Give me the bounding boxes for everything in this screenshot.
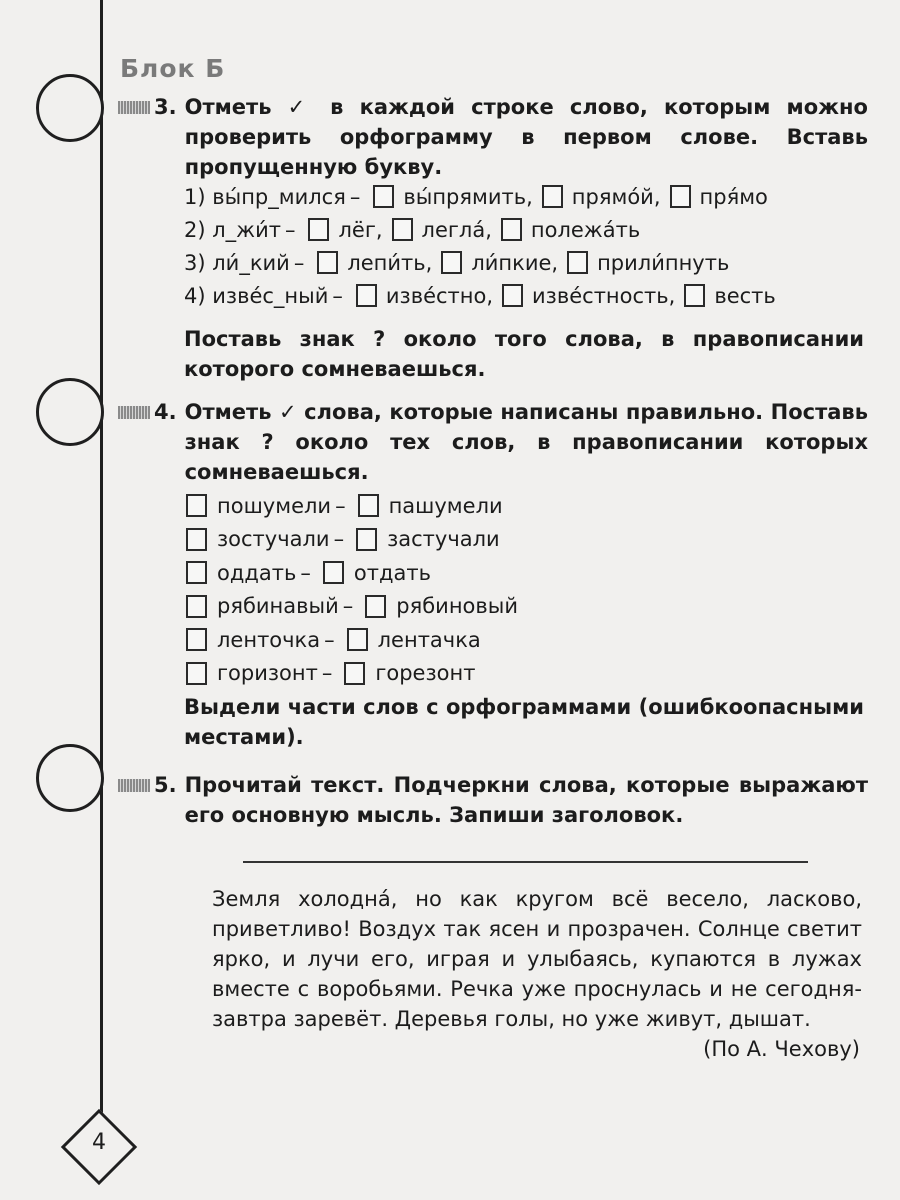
task-3-note: Поставь знак ? около того слова, в правописании которого сомневаешься. [184,327,864,381]
task-marker [118,101,150,114]
word-pair [186,657,686,691]
task-marker [118,779,150,792]
option-word: полежа́ть [530,217,641,242]
dash: – [293,250,305,275]
row-label: 1) [184,184,206,209]
word-pair [186,556,686,590]
task-3-row [184,213,874,246]
checkbox[interactable] [356,284,377,307]
pair-word: отдать [353,560,431,585]
checkbox[interactable] [502,284,523,307]
text-author: (По А. Чехову) [703,1037,860,1061]
task-marker [118,406,150,419]
pair-word: горезонт [375,661,476,686]
option-word: прили́пнуть [597,250,730,275]
checkbox[interactable] [670,185,691,208]
word-pair [186,489,686,523]
pair-word: пашумели [388,493,503,518]
checkbox[interactable] [542,185,563,208]
row-word: ли́_кий [212,250,290,275]
checkbox[interactable] [356,528,377,551]
dash: – [342,594,354,619]
dash: – [324,627,335,652]
row-word: вы́пр_мился [212,184,346,209]
dash: – [300,560,311,585]
task-4-pairs [186,489,686,690]
option-word: легла́, [421,217,492,242]
task-3-row [184,279,874,312]
word-pair [186,590,686,624]
option-word: изве́стность, [532,283,676,308]
checkbox[interactable] [317,251,338,274]
pair-word: пошумели [217,493,332,518]
checkbox[interactable] [186,528,207,551]
checkbox[interactable] [365,595,386,618]
dash: – [335,493,346,518]
row-word: л_жи́т [212,217,281,242]
row-label: 4) [184,283,206,308]
pair-word: оддать [217,560,297,585]
pair-word: зостучали [217,527,330,552]
task-4 [118,397,868,487]
dash: – [332,283,343,308]
pair-word: рябинавый [217,594,339,619]
checkbox[interactable] [186,494,207,517]
checkbox[interactable] [308,218,329,241]
option-word: изве́стно, [385,283,494,308]
checkbox[interactable] [186,662,207,685]
checkbox[interactable] [567,251,588,274]
dash: – [333,527,345,552]
option-word: вы́прямить, [403,184,533,209]
binder-hole-3 [36,744,104,812]
task-number: 5. [154,773,177,797]
option-word: пря́мо [699,184,768,209]
pair-word: рябиновый [396,594,519,619]
margin-line [100,0,103,1140]
dash: – [349,184,361,209]
option-word: ли́пкие, [471,250,559,275]
pair-word: застучали [387,527,500,552]
word-pair [186,523,686,557]
checkbox[interactable] [392,218,413,241]
task-instruction: Отметь ✓ слова, которые написаны правильно. Поставь знак ? около тех слов, в правописании которых сомневаешься. [184,400,868,484]
checkbox[interactable] [684,284,705,307]
task-instruction: Отметь ✓ в каждой строке слово, которым можно проверить орфограмму в первом слове. Вставь пропущенную букву. [184,95,868,179]
dash: – [284,217,296,242]
task-instruction: Прочитай текст. Подчеркни слова, которые выражают его основную мысль. Запиши заголовок. [184,773,868,827]
checkbox[interactable] [186,561,207,584]
task-3 [118,92,868,182]
checkbox[interactable] [441,251,462,274]
option-word: лепи́ть, [347,250,433,275]
reading-text: Земля холодна́, но как кругом всё весело, ласково, приветливо! Воздух так ясен и прозрачен. Солнце светит ярко, и лучи его, играя и улыбаясь, купаются в лужах вместе с воробьями. Речка уже проснулась и не сегодня-завтра заревёт. Деревья голы, но уже живут, дышат. [212,887,862,1031]
checkbox[interactable] [186,628,207,651]
title-answer-line[interactable] [243,861,808,863]
pair-word: лентачка [377,627,481,652]
task-number: 4. [154,400,177,424]
word-pair [186,623,686,657]
task-4-note: Выдели части слов с орфограммами (ошибкоопасными местами). [184,695,864,749]
checkbox[interactable] [501,218,522,241]
checkbox[interactable] [373,185,394,208]
binder-hole-2 [36,378,104,446]
checkbox[interactable] [344,662,365,685]
row-label: 3) [184,250,206,275]
binder-hole-1 [36,74,104,142]
pair-word: ленточка [217,627,321,652]
page-number: 4 [92,1130,106,1155]
task-5 [118,770,868,830]
checkbox[interactable] [347,628,368,651]
option-word: лёг, [338,217,383,242]
checkbox[interactable] [358,494,379,517]
pair-word: горизонт [217,661,318,686]
row-label: 2) [184,217,206,242]
option-word: прямо́й, [571,184,661,209]
task-3-row [184,180,874,213]
row-word: изве́с_ный [212,283,329,308]
task-number: 3. [154,95,177,119]
checkbox[interactable] [186,595,207,618]
task-3-row [184,246,874,279]
task-3-rows [184,180,874,312]
dash: – [321,661,333,686]
option-word: весть [714,283,776,308]
block-title: Блок Б [120,54,226,83]
checkbox[interactable] [323,561,344,584]
